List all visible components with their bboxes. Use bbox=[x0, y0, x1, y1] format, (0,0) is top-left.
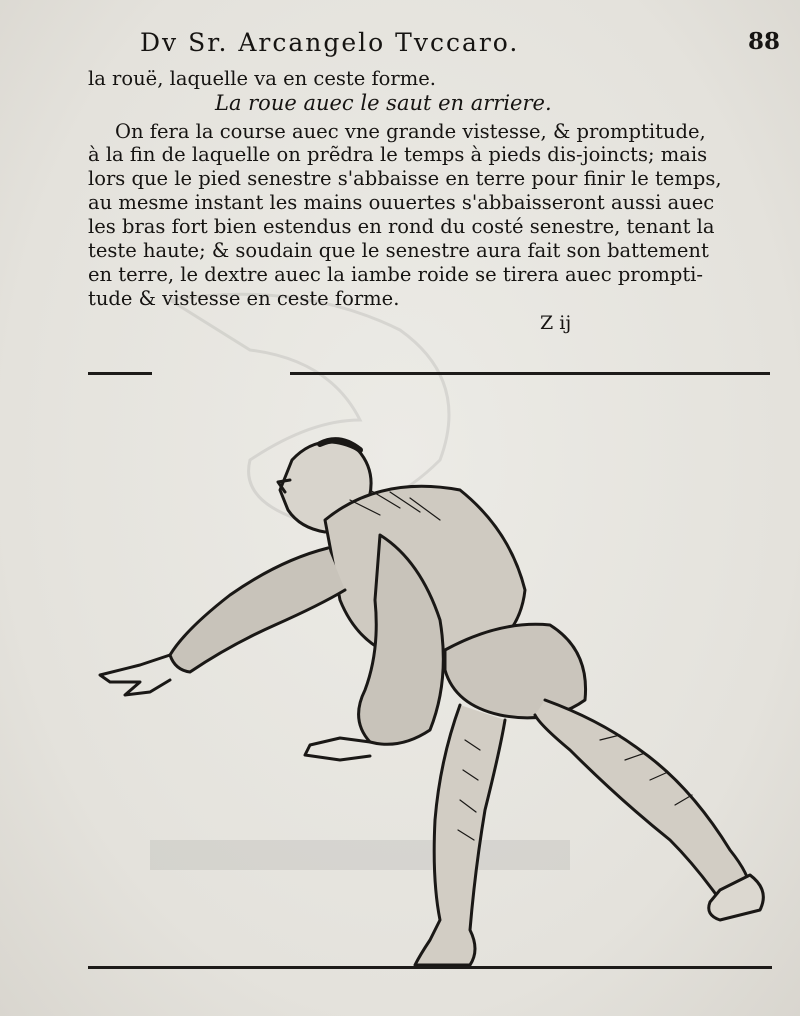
text-line: tude & vistesse en ceste forme. bbox=[88, 287, 400, 310]
text-line: au mesme instant les mains ouuertes s'abbaisseront aussi auec bbox=[88, 191, 715, 214]
text-line: lors que le pied senestre s'abbaisse en terre pour finir le temps, bbox=[88, 167, 722, 190]
text-line: à la fin de laquelle on prẽdra le temps à pieds dis-joincts; mais bbox=[88, 143, 708, 166]
signature-mark: Z ij bbox=[540, 312, 572, 334]
text-line: On fera la course auec vne grande vistesse, & promptitude, bbox=[115, 120, 706, 143]
section-heading: La roue auec le saut en arriere. bbox=[215, 91, 552, 115]
top-rule-right bbox=[290, 372, 770, 375]
top-rule-left bbox=[88, 372, 152, 375]
woodcut-figure bbox=[80, 420, 780, 980]
running-head: Dv Sr. Arcangelo Tvccaro. bbox=[140, 28, 520, 57]
page-number: 88 bbox=[747, 28, 780, 55]
page-header bbox=[140, 28, 780, 62]
text-line: la rouë, laquelle va en ceste forme. bbox=[88, 67, 436, 90]
text-line: les bras fort bien estendus en rond du costé senestre, tenant la bbox=[88, 215, 715, 238]
text-line: teste haute; & soudain que le senestre aura fait son battement bbox=[88, 239, 709, 262]
text-line: en terre, le dextre auec la iambe roide se tirera auec prompti- bbox=[88, 263, 703, 286]
